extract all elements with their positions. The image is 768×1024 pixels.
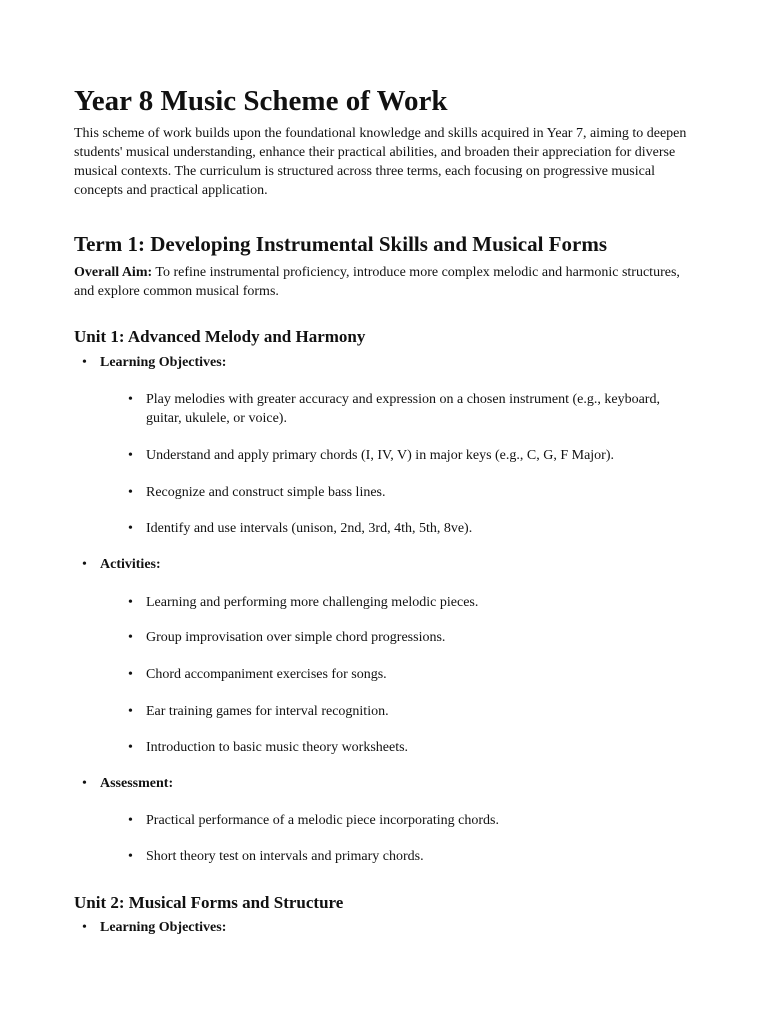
list-item (128, 847, 694, 866)
list-item-text: Learning and performing more challenging melodic pieces. (146, 595, 479, 610)
list-item (128, 483, 694, 502)
unit-1-heading: Unit 1: Advanced Melody and Harmony (74, 327, 366, 346)
list-item (128, 628, 694, 647)
list-item-text: Identify and use intervals (unison, 2nd, 3rd, 4th, 5th, 8ve). (146, 521, 473, 536)
section-label: Learning Objectives: (100, 920, 227, 935)
bullet-icon: • (128, 849, 133, 864)
unit-2-heading: Unit 2: Musical Forms and Structure (74, 893, 344, 912)
page-title: Year 8 Music Scheme of Work (74, 85, 448, 117)
list-item-text: Short theory test on intervals and primary chords. (146, 849, 424, 864)
section-label: Activities: (100, 557, 161, 572)
list-item (128, 593, 694, 612)
list-item (128, 519, 694, 538)
list-item-text: Practical performance of a melodic piece incorporating chords. (146, 813, 499, 828)
list-item-text: Group improvisation over simple chord progressions. (146, 630, 446, 645)
term-1-heading: Term 1: Developing Instrumental Skills and Musical Forms (74, 232, 607, 256)
section-label: Learning Objectives: (100, 355, 227, 370)
list-item (128, 738, 694, 757)
bullet-icon: • (128, 485, 133, 500)
unit-1-activities-label (82, 556, 161, 574)
list-item-text: Introduction to basic music theory worksheets. (146, 740, 409, 755)
bullet-icon: • (128, 667, 133, 682)
unit-1-assessment-label (82, 775, 174, 793)
bullet-icon: • (128, 740, 133, 755)
list-item-text: Ear training games for interval recognition. (146, 704, 389, 719)
unit-2-learning-objectives-label (82, 919, 227, 937)
bullet-icon: • (82, 920, 87, 935)
bullet-icon: • (82, 776, 87, 791)
list-item (128, 811, 694, 830)
overall-aim-text: To refine instrumental proficiency, introduce more complex melodic and harmonic structures, and explore common musical forms. (74, 265, 680, 299)
section-label: Assessment: (100, 776, 174, 791)
list-item (128, 390, 694, 428)
bullet-icon: • (128, 630, 133, 645)
list-item-text: Understand and apply primary chords (I, IV, V) in major keys (e.g., C, G, F Major). (146, 448, 615, 463)
list-item-text: Recognize and construct simple bass lines. (146, 485, 386, 500)
overall-aim-label: Overall Aim: (74, 265, 153, 280)
bullet-icon: • (128, 448, 133, 463)
bullet-icon: • (128, 595, 133, 610)
bullet-icon: • (128, 392, 133, 407)
list-item (128, 665, 694, 684)
bullet-icon: • (128, 813, 133, 828)
list-item (128, 446, 694, 465)
intro-paragraph: This scheme of work builds upon the foundational knowledge and skills acquired in Year 7, aiming to deepen students' musical understanding, enhance their practical abilities, and broaden their appreciation for diverse musical contexts. The curriculum is structured across three terms, each focusing on progressive musical concepts and practical application. (74, 126, 687, 198)
unit-1-learning-objectives-label (82, 354, 227, 372)
bullet-icon: • (82, 557, 87, 572)
list-item-text: Play melodies with greater accuracy and expression on a chosen instrument (e.g., keyboard, guitar, ukulele, or voice). (146, 392, 660, 426)
bullet-icon: • (128, 521, 133, 536)
bullet-icon: • (128, 704, 133, 719)
bullet-icon: • (82, 355, 87, 370)
term-1-overall-aim (74, 263, 694, 301)
list-item (128, 702, 694, 721)
list-item-text: Chord accompaniment exercises for songs. (146, 667, 387, 682)
